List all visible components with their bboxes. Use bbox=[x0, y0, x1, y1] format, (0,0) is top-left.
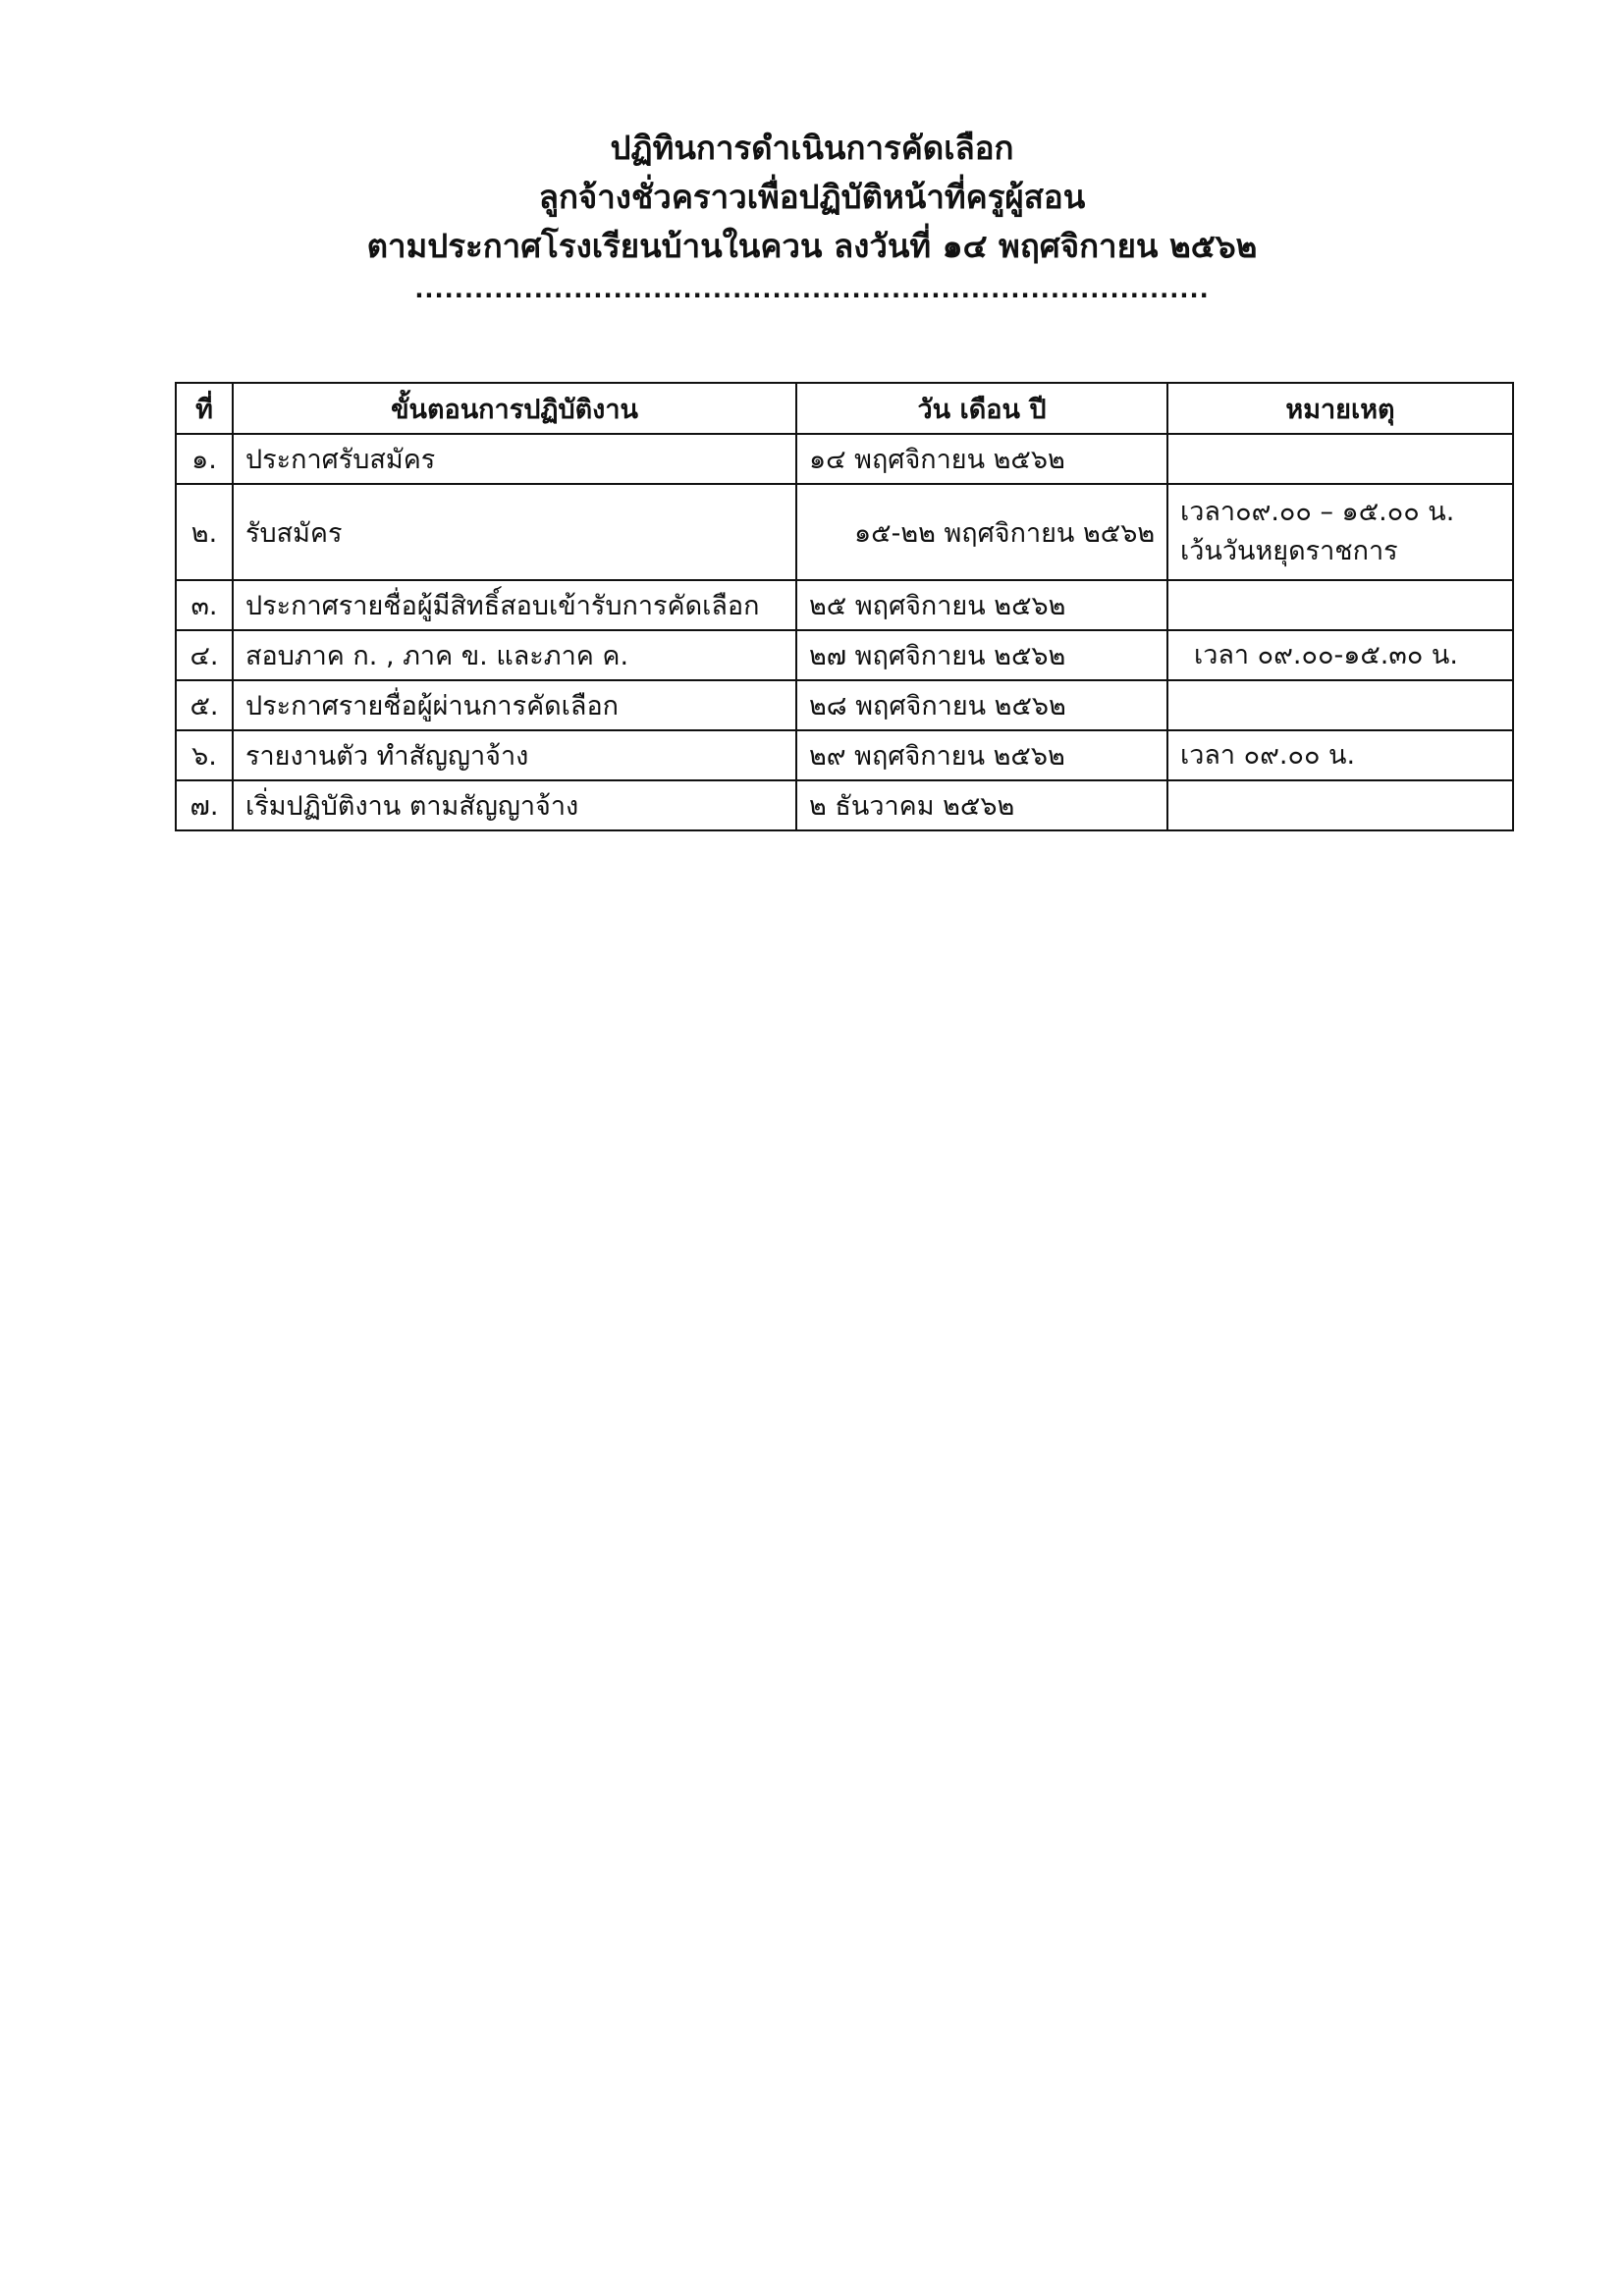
table-row bbox=[176, 484, 1513, 580]
row-number: ๕. bbox=[176, 680, 233, 730]
row-date: ๒ ธันวาคม ๒๕๖๒ bbox=[796, 780, 1167, 830]
row-number: ๓. bbox=[176, 580, 233, 630]
row-step: รายงานตัว ทำสัญญาจ้าง bbox=[233, 730, 796, 780]
title-line-1: ปฏิทินการดำเนินการคัดเลือก bbox=[610, 129, 1014, 167]
row-date: ๒๕ พฤศจิกายน ๒๕๖๒ bbox=[796, 580, 1167, 630]
row-number: ๗. bbox=[176, 780, 233, 830]
document-heading bbox=[0, 124, 1624, 304]
header-remark: หมายเหตุ bbox=[1167, 383, 1513, 434]
row-number: ๖. bbox=[176, 730, 233, 780]
remark-line: เวลา๐๙.๐๐ – ๑๕.๐๐ น. bbox=[1180, 497, 1455, 527]
dotted-separator: ................................................................................ bbox=[414, 276, 1210, 303]
row-remark bbox=[1167, 680, 1513, 730]
title-line-3: ตามประกาศโรงเรียนบ้านในควน ลงวันที่ ๑๔ พฤศจิกายน ๒๕๖๒ bbox=[366, 227, 1258, 265]
schedule-table bbox=[175, 382, 1514, 831]
remark-line: เวลา ๐๙.๐๐-๑๕.๓๐ น. bbox=[1194, 639, 1458, 670]
row-date: ๑๕-๒๒ พฤศจิกายน ๒๕๖๒ bbox=[796, 484, 1167, 580]
row-number: ๔. bbox=[176, 630, 233, 680]
table-row bbox=[176, 780, 1513, 830]
row-step: สอบภาค ก. , ภาค ข. และภาค ค. bbox=[233, 630, 796, 680]
row-date: ๑๔ พฤศจิกายน ๒๕๖๒ bbox=[796, 434, 1167, 484]
row-remark bbox=[1167, 730, 1513, 780]
row-step: เริ่มปฏิบัติงาน ตามสัญญาจ้าง bbox=[233, 780, 796, 830]
header-no: ที่ bbox=[176, 383, 233, 434]
header-step: ขั้นตอนการปฏิบัติงาน bbox=[233, 383, 796, 434]
table-row bbox=[176, 630, 1513, 680]
row-step: ประกาศรายชื่อผู้มีสิทธิ์สอบเข้ารับการคัดเลือก bbox=[233, 580, 796, 630]
row-remark bbox=[1167, 484, 1513, 580]
header-date: วัน เดือน ปี bbox=[796, 383, 1167, 434]
remark-line: เว้นวันหยุดราชการ bbox=[1180, 536, 1398, 566]
row-remark bbox=[1167, 580, 1513, 630]
title-line-2: ลูกจ้างชั่วคราวเพื่อปฏิบัติหน้าที่ครูผู้สอน bbox=[538, 178, 1086, 216]
row-number: ๑. bbox=[176, 434, 233, 484]
row-remark bbox=[1167, 630, 1513, 680]
row-step: ประกาศรายชื่อผู้ผ่านการคัดเลือก bbox=[233, 680, 796, 730]
table-row bbox=[176, 580, 1513, 630]
table-header-row bbox=[176, 383, 1513, 434]
remark-line: เวลา ๐๙.๐๐ น. bbox=[1180, 739, 1356, 771]
row-date: ๒๙ พฤศจิกายน ๒๕๖๒ bbox=[796, 730, 1167, 780]
table-row bbox=[176, 434, 1513, 484]
table-row bbox=[176, 680, 1513, 730]
row-date: ๒๗ พฤศจิกายน ๒๕๖๒ bbox=[796, 630, 1167, 680]
row-number: ๒. bbox=[176, 484, 233, 580]
row-remark bbox=[1167, 780, 1513, 830]
table-row bbox=[176, 730, 1513, 780]
row-step: ประกาศรับสมัคร bbox=[233, 434, 796, 484]
row-remark bbox=[1167, 434, 1513, 484]
row-date: ๒๘ พฤศจิกายน ๒๕๖๒ bbox=[796, 680, 1167, 730]
row-step: รับสมัคร bbox=[233, 484, 796, 580]
